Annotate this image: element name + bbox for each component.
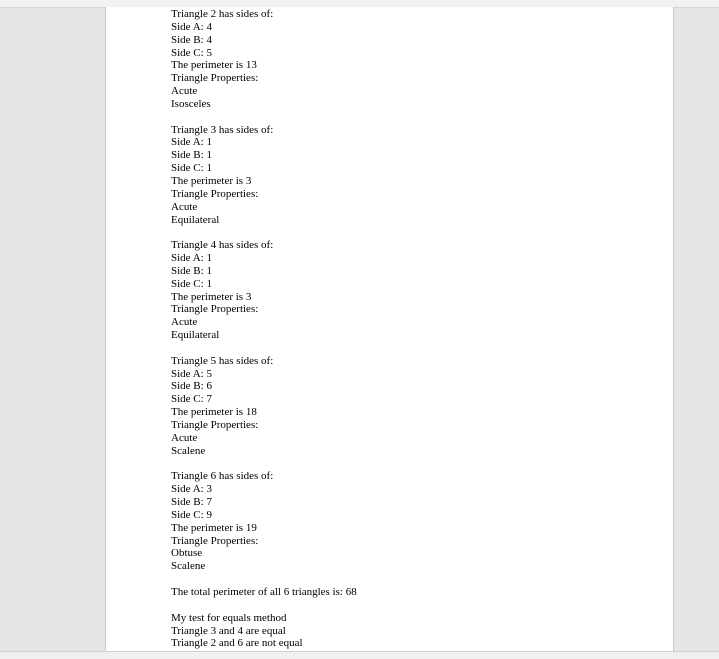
text-line: Acute xyxy=(171,316,198,329)
text-block xyxy=(171,612,651,651)
text-line: Side A: 3 xyxy=(171,483,212,496)
text-line: Scalene xyxy=(171,560,206,573)
text-line: Triangle Properties: xyxy=(171,303,259,316)
text-line: The total perimeter of all 6 triangles is: 68 xyxy=(171,585,357,598)
text-block xyxy=(171,124,651,227)
text-line: The perimeter is 3 xyxy=(171,290,252,303)
text-line: Triangle Properties: xyxy=(171,72,259,85)
text-line: Triangle 2 and 6 are not equal xyxy=(171,637,303,650)
text-block xyxy=(171,586,651,599)
text-line: Side C: 1 xyxy=(171,277,212,290)
text-line: Side C: 1 xyxy=(171,162,212,175)
text-line: Acute xyxy=(171,431,198,444)
text-line: Triangle 2 has sides of: xyxy=(171,8,274,20)
text-line: The perimeter is 19 xyxy=(171,521,257,534)
text-line: My test for equals method xyxy=(171,611,287,624)
text-block xyxy=(171,355,651,458)
text-line: Side B: 1 xyxy=(171,149,212,162)
text-line: Side A: 1 xyxy=(171,252,212,265)
text-line: Triangle 3 and 4 are equal xyxy=(171,624,286,637)
text-line: The perimeter is 18 xyxy=(171,406,257,419)
text-block xyxy=(171,8,651,111)
text-line: Acute xyxy=(171,200,198,213)
text-line: Side C: 5 xyxy=(171,46,212,59)
text-line: Side C: 9 xyxy=(171,508,212,521)
text-line: Triangle Properties: xyxy=(171,419,259,431)
text-line: Side A: 4 xyxy=(171,20,212,33)
text-line: The perimeter is 13 xyxy=(171,59,257,72)
text-line: Isosceles xyxy=(171,97,211,110)
text-line: Triangle 6 has sides of: xyxy=(171,470,274,483)
text-line: Side B: 4 xyxy=(171,33,212,46)
text-line: Equilateral xyxy=(171,329,220,342)
text-line: Obtuse xyxy=(171,547,203,560)
text-line: Side B: 7 xyxy=(171,496,212,509)
text-line: Acute xyxy=(171,85,198,98)
text-line: Scalene xyxy=(171,444,206,457)
text-line: Side A: 5 xyxy=(171,367,212,380)
text-line: Triangle 4 has sides of: xyxy=(171,239,274,252)
document-text xyxy=(171,8,651,652)
text-line: The perimeter is 3 xyxy=(171,174,252,187)
text-line: Side A: 1 xyxy=(171,136,212,149)
text-line: Side B: 6 xyxy=(171,380,212,393)
text-line: Side C: 7 xyxy=(171,393,212,406)
text-line: Triangle 5 has sides of: xyxy=(171,354,274,367)
text-line: Triangle Properties: xyxy=(171,187,259,200)
text-line: Triangle Properties: xyxy=(171,534,259,547)
text-block xyxy=(171,470,651,573)
text-line: Triangle 3 has sides of: xyxy=(171,123,274,136)
text-line: Equilateral xyxy=(171,213,220,226)
text-line: Side B: 1 xyxy=(171,264,212,277)
text-block xyxy=(171,239,651,342)
document-page xyxy=(105,7,674,652)
bottom-scroll-edge xyxy=(0,651,719,659)
